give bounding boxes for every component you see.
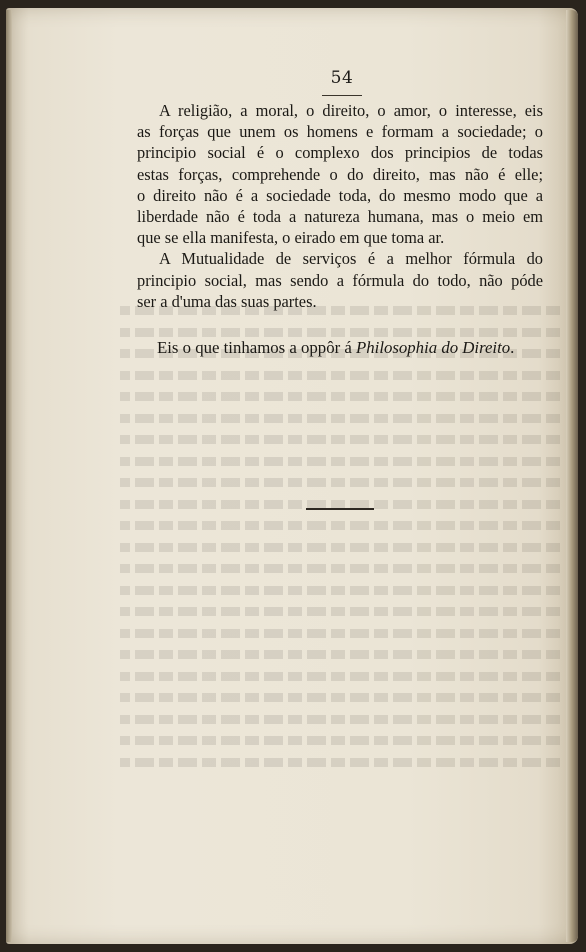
text-line: as forças que unem os homens e formam a sociedade; o (137, 122, 543, 142)
section-end-rule (306, 508, 374, 510)
text-line: principio social, mas sendo a fórmula do todo, não póde (137, 270, 543, 290)
closing-sentence (157, 338, 557, 358)
page-fore-edge (566, 10, 578, 942)
text-line: ser a d'uma das suas partes. (137, 291, 317, 311)
body-text (137, 100, 543, 312)
show-through-text (120, 300, 560, 820)
page-number-underline (322, 95, 362, 96)
paragraph-1 (137, 100, 543, 248)
page-binding-edge (6, 10, 12, 942)
text-line: o direito não é a sociedade toda, do mesmo modo que a (137, 185, 543, 205)
book-title: Philosophia do Direito (356, 338, 511, 357)
text-line: A Mutualidade de serviços é a melhor fórmula do (159, 249, 543, 269)
text-line: liberdade não é toda a natureza humana, mas o meio em (137, 207, 543, 227)
paragraph-2 (137, 248, 543, 312)
text-line: estas forças, comprehende o do direito, mas não é elle; (137, 164, 543, 184)
closing-prefix: Eis o que tinhamos a oppôr á (157, 338, 357, 357)
page-number: 54 (330, 68, 354, 88)
text-line: principio social é o complexo dos principios de todas (137, 143, 543, 163)
text-line: que se ella manifesta, o eirado em que toma ar. (137, 228, 445, 248)
text-line: A religião, a moral, o direito, o amor, o interesse, eis (159, 101, 543, 120)
closing-suffix: . (510, 338, 515, 357)
